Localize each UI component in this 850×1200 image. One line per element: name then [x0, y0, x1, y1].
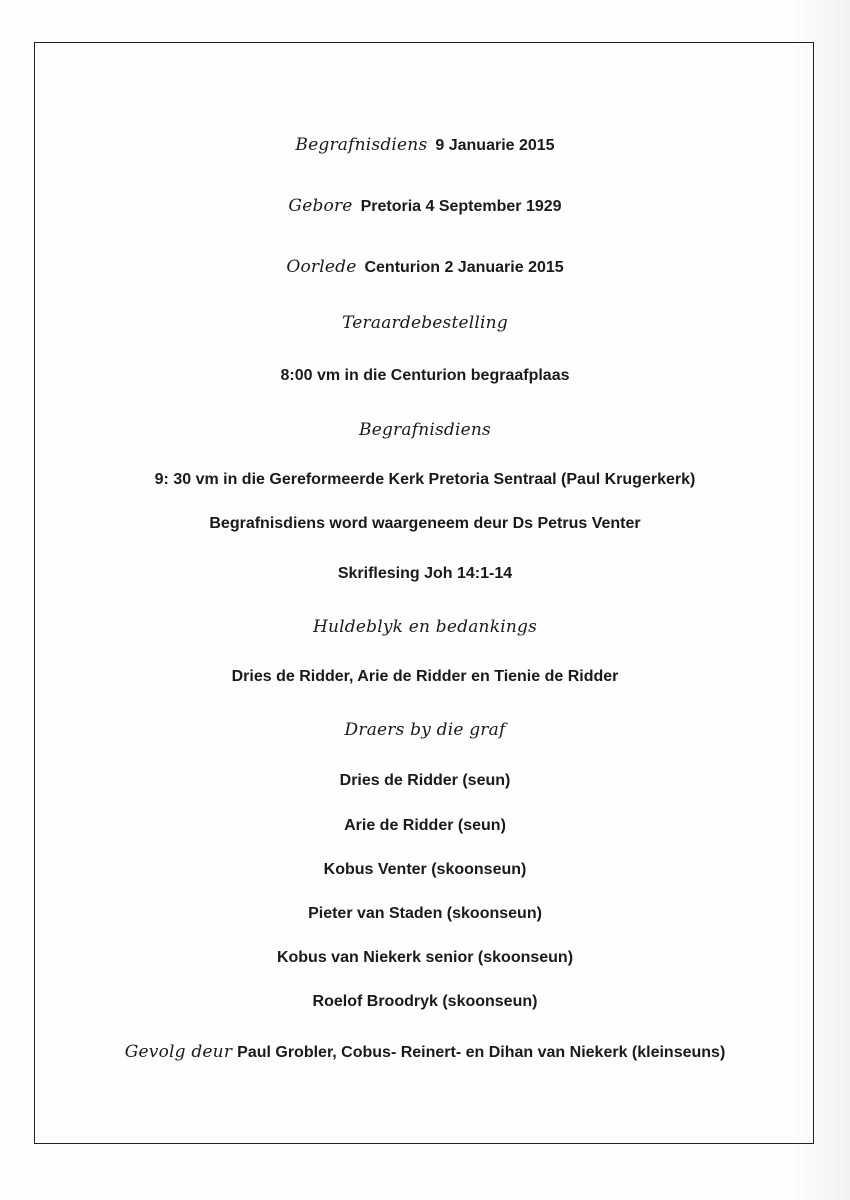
funeral-date-value: 9 Januarie 2015 [435, 137, 555, 154]
burial-detail: 8:00 vm in die Centurion begraafplaas [280, 367, 570, 384]
pallbearer-5: Kobus van Niekerk senior (skoonseun) [276, 949, 574, 966]
service-officiant: Begrafnisdiens word waargeneem deur Ds Petrus Venter [209, 515, 641, 532]
tributes-heading: Huldeblyk en bedankings [313, 617, 537, 637]
died-value: Centurion 2 Januarie 2015 [364, 259, 564, 276]
procession-line [0, 1042, 850, 1063]
pallbearer-2: Arie de Ridder (seun) [344, 817, 506, 834]
scripture-reading: Skriflesing Joh 14:1-14 [337, 565, 513, 582]
funeral-date-label: Begrafnisdiens [295, 135, 428, 155]
born-label: Gebore [288, 196, 353, 216]
pallbearer-4: Pieter van Staden (skoonseun) [308, 905, 542, 922]
pallbearer-3: Kobus Venter (skoonseun) [323, 861, 527, 878]
pallbearer-6: Roelof Broodryk (skoonseun) [312, 993, 538, 1010]
tributes-names: Dries de Ridder, Arie de Ridder en Tienie de Ridder [231, 668, 619, 685]
pallbearers-heading: Draers by die graf [344, 720, 506, 740]
service-detail: 9: 30 vm in die Gereformeerde Kerk Pretoria Sentraal (Paul Krugerkerk) [154, 471, 696, 488]
burial-heading: Teraardebestelling [342, 313, 508, 333]
born-value: Pretoria 4 September 1929 [360, 198, 562, 215]
died-line [0, 257, 850, 278]
procession-label: Gevolg deur [124, 1042, 233, 1062]
procession-names: Paul Grobler, Cobus- Reinert- en Dihan van Niekerk (kleinseuns) [237, 1044, 726, 1061]
born-line [0, 196, 850, 217]
service-heading: Begrafnisdiens [359, 420, 491, 440]
pallbearer-1: Dries de Ridder (seun) [339, 772, 511, 789]
funeral-date-line [0, 135, 850, 156]
died-label: Oorlede [286, 257, 357, 277]
